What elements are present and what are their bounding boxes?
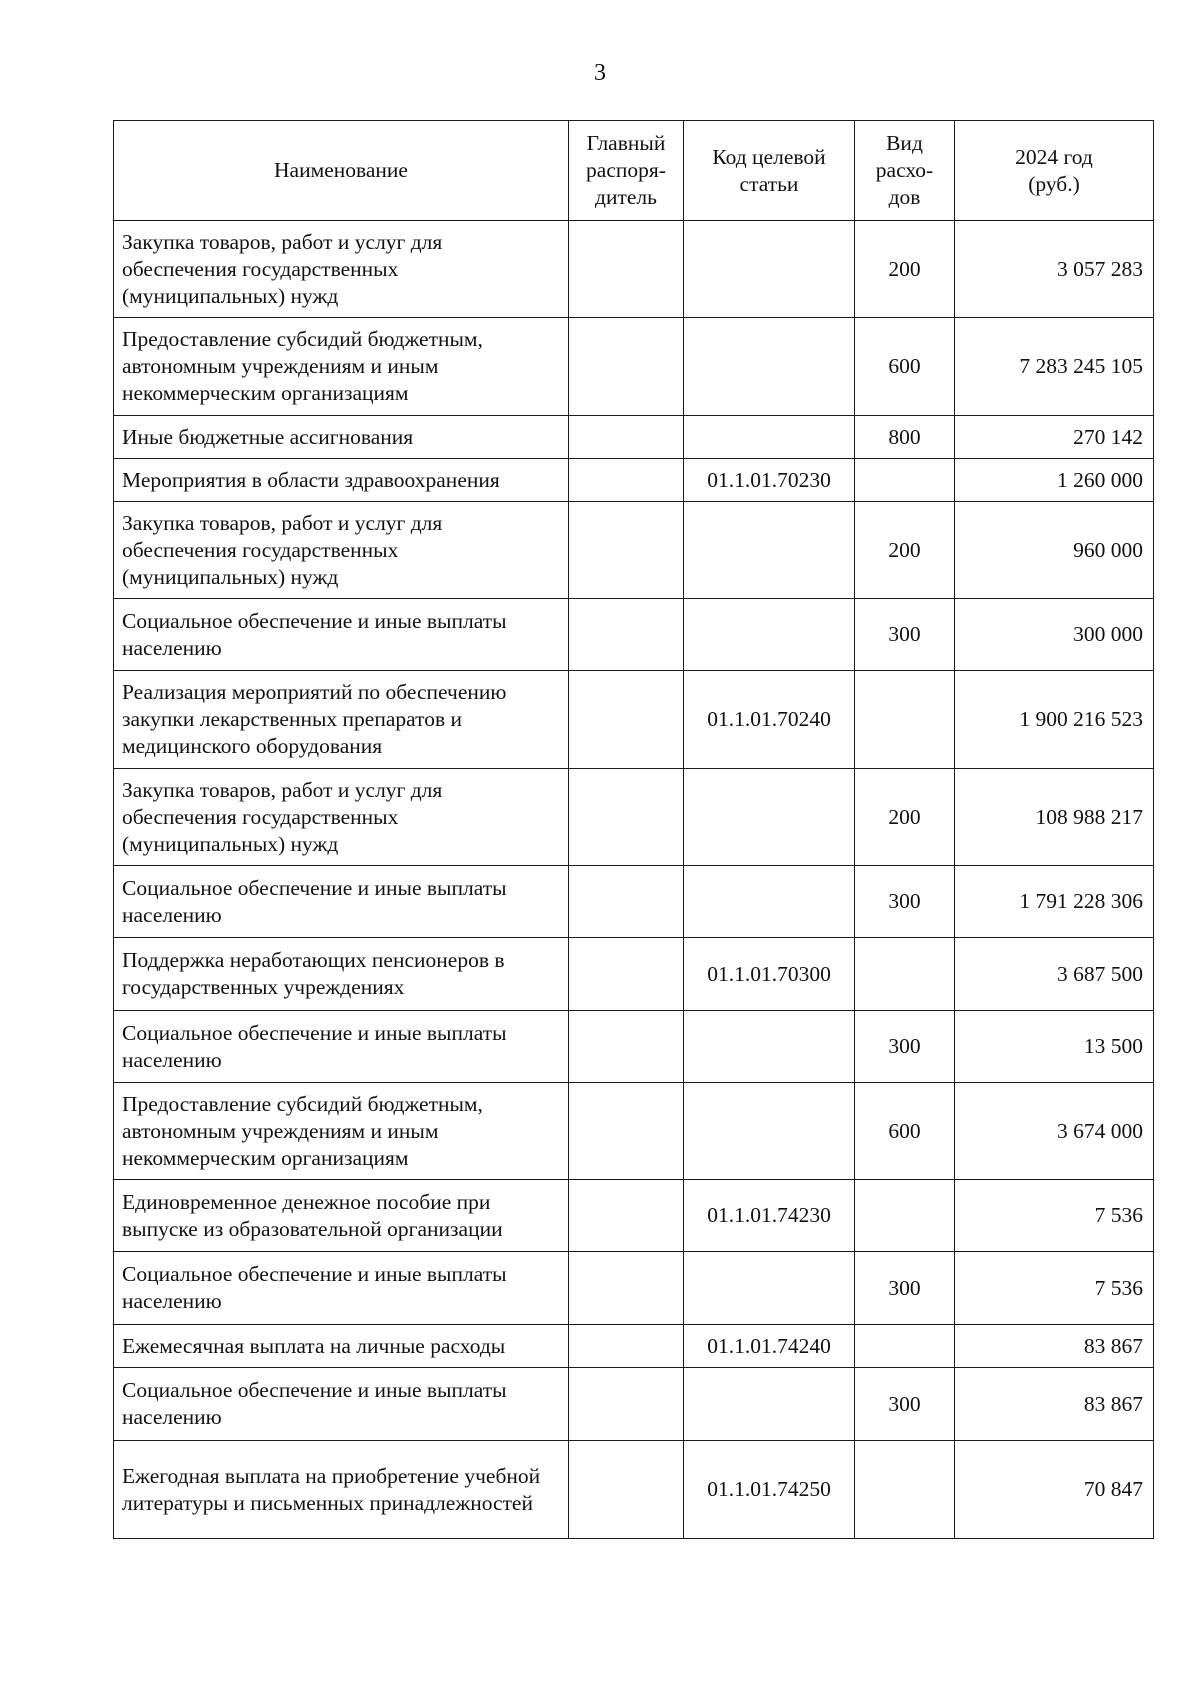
- cell-name: Ежемесячная выплата на личные расходы: [114, 1325, 569, 1368]
- cell-amount: 270 142: [955, 416, 1154, 459]
- cell-name: Единовременное денежное пособие при выпуске из образовательной организации: [114, 1180, 569, 1252]
- cell-name: Социальное обеспечение и иные выплаты населению: [114, 1011, 569, 1083]
- cell-type: 300: [855, 1368, 955, 1441]
- cell-code: 01.1.01.70240: [684, 671, 855, 769]
- cell-type: [855, 938, 955, 1011]
- cell-type: 200: [855, 502, 955, 599]
- cell-type: 600: [855, 318, 955, 416]
- cell-amount: 1 260 000: [955, 459, 1154, 502]
- cell-code: [684, 221, 855, 318]
- cell-name: Мероприятия в области здравоохранения: [114, 459, 569, 502]
- cell-amount: 1 900 216 523: [955, 671, 1154, 769]
- cell-type: 800: [855, 416, 955, 459]
- cell-code: 01.1.01.74250: [684, 1441, 855, 1539]
- cell-name: Социальное обеспечение и иные выплаты населению: [114, 1368, 569, 1441]
- cell-code: 01.1.01.70230: [684, 459, 855, 502]
- cell-name: Предоставление субсидий бюджетным, автономным учреждениям и иным некоммерческим организациям: [114, 318, 569, 416]
- table-row: [114, 599, 1154, 671]
- table-row: [114, 1011, 1154, 1083]
- cell-admin: [569, 1252, 684, 1325]
- cell-name: Закупка товаров, работ и услуг для обеспечения государственных (муниципальных) нужд: [114, 769, 569, 866]
- table-row: [114, 416, 1154, 459]
- table-row: [114, 1083, 1154, 1180]
- cell-amount: 7 536: [955, 1252, 1154, 1325]
- header-type: Вид расхо- дов: [855, 121, 955, 221]
- cell-code: [684, 866, 855, 938]
- cell-admin: [569, 1325, 684, 1368]
- header-admin: Главный распоря- дитель: [569, 121, 684, 221]
- cell-type: 600: [855, 1083, 955, 1180]
- cell-type: 200: [855, 221, 955, 318]
- cell-amount: 960 000: [955, 502, 1154, 599]
- table-header-row: [114, 121, 1154, 221]
- cell-admin: [569, 318, 684, 416]
- cell-code: [684, 769, 855, 866]
- table-row: [114, 1368, 1154, 1441]
- cell-admin: [569, 599, 684, 671]
- table-row: [114, 1252, 1154, 1325]
- header-amount: 2024 год (руб.): [955, 121, 1154, 221]
- cell-type: 300: [855, 1252, 955, 1325]
- cell-amount: 3 057 283: [955, 221, 1154, 318]
- cell-name: Социальное обеспечение и иные выплаты населению: [114, 599, 569, 671]
- cell-amount: 13 500: [955, 1011, 1154, 1083]
- cell-type: [855, 1325, 955, 1368]
- cell-type: 300: [855, 1011, 955, 1083]
- page-number: 3: [594, 60, 606, 86]
- cell-name: Закупка товаров, работ и услуг для обеспечения государственных (муниципальных) нужд: [114, 502, 569, 599]
- cell-admin: [569, 459, 684, 502]
- budget-table-container: [113, 120, 1153, 1539]
- cell-admin: [569, 938, 684, 1011]
- cell-admin: [569, 416, 684, 459]
- cell-admin: [569, 1011, 684, 1083]
- table-body: [114, 221, 1154, 1539]
- cell-amount: 83 867: [955, 1368, 1154, 1441]
- cell-type: 300: [855, 866, 955, 938]
- cell-code: [684, 318, 855, 416]
- table-row: [114, 671, 1154, 769]
- cell-amount: 3 687 500: [955, 938, 1154, 1011]
- table-row: [114, 866, 1154, 938]
- cell-admin: [569, 1368, 684, 1441]
- cell-name: Предоставление субсидий бюджетным, автономным учреждениям и иным некоммерческим организациям: [114, 1083, 569, 1180]
- cell-code: [684, 1083, 855, 1180]
- budget-table: [113, 120, 1154, 1539]
- table-row: [114, 318, 1154, 416]
- cell-name: Социальное обеспечение и иные выплаты населению: [114, 1252, 569, 1325]
- cell-code: 01.1.01.70300: [684, 938, 855, 1011]
- table-row: [114, 459, 1154, 502]
- cell-type: [855, 1441, 955, 1539]
- table-row: [114, 1325, 1154, 1368]
- cell-type: [855, 671, 955, 769]
- cell-amount: 83 867: [955, 1325, 1154, 1368]
- cell-name: Социальное обеспечение и иные выплаты населению: [114, 866, 569, 938]
- table-row: [114, 1441, 1154, 1539]
- cell-code: [684, 1368, 855, 1441]
- cell-admin: [569, 671, 684, 769]
- cell-admin: [569, 1083, 684, 1180]
- table-row: [114, 502, 1154, 599]
- table-row: [114, 938, 1154, 1011]
- cell-code: [684, 502, 855, 599]
- cell-name: Закупка товаров, работ и услуг для обеспечения государственных (муниципальных) нужд: [114, 221, 569, 318]
- cell-admin: [569, 502, 684, 599]
- cell-amount: 1 791 228 306: [955, 866, 1154, 938]
- cell-code: [684, 1011, 855, 1083]
- cell-code: [684, 599, 855, 671]
- cell-admin: [569, 221, 684, 318]
- cell-code: [684, 416, 855, 459]
- table-row: [114, 1180, 1154, 1252]
- cell-code: 01.1.01.74230: [684, 1180, 855, 1252]
- cell-amount: 108 988 217: [955, 769, 1154, 866]
- header-code: Код целевой статьи: [684, 121, 855, 221]
- cell-amount: 7 536: [955, 1180, 1154, 1252]
- cell-type: [855, 459, 955, 502]
- table-row: [114, 769, 1154, 866]
- cell-admin: [569, 1441, 684, 1539]
- table-row: [114, 221, 1154, 318]
- cell-amount: 300 000: [955, 599, 1154, 671]
- cell-name: Иные бюджетные ассигнования: [114, 416, 569, 459]
- cell-admin: [569, 769, 684, 866]
- cell-name: Ежегодная выплата на приобретение учебной литературы и письменных принадлежностей: [114, 1441, 569, 1539]
- cell-amount: 3 674 000: [955, 1083, 1154, 1180]
- cell-amount: 7 283 245 105: [955, 318, 1154, 416]
- cell-code: [684, 1252, 855, 1325]
- header-name: Наименование: [114, 121, 569, 221]
- cell-code: 01.1.01.74240: [684, 1325, 855, 1368]
- cell-name: Реализация мероприятий по обеспечению закупки лекарственных препаратов и медицинского оборудования: [114, 671, 569, 769]
- cell-type: [855, 1180, 955, 1252]
- cell-admin: [569, 1180, 684, 1252]
- cell-name: Поддержка неработающих пенсионеров в государственных учреждениях: [114, 938, 569, 1011]
- cell-amount: 70 847: [955, 1441, 1154, 1539]
- cell-type: 200: [855, 769, 955, 866]
- cell-admin: [569, 866, 684, 938]
- cell-type: 300: [855, 599, 955, 671]
